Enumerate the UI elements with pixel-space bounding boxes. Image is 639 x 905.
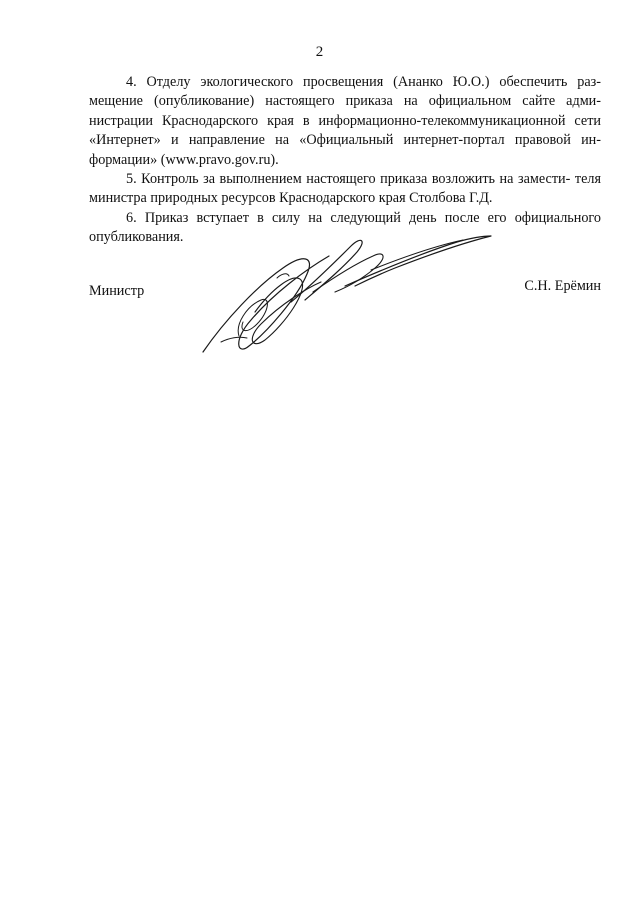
signatory-title: Министр — [89, 283, 145, 299]
signature-stroke — [291, 240, 362, 302]
paragraph-4 — [89, 73, 601, 170]
document-body — [89, 73, 601, 248]
paragraph-5 — [89, 170, 601, 209]
text-line: 6. Приказ вступает в силу на следующий день после его официального — [126, 209, 601, 226]
text-line: «Интернет» и направление на «Официальный интернет-портал правовой ин- — [89, 132, 601, 149]
text-line: теля министра природных ресурсов Краснодарского края Столбова Г.Д. — [89, 171, 601, 207]
text-line: опубликования. — [89, 229, 184, 246]
text-line: формации» (www.pravo.gov.ru). — [89, 151, 279, 168]
handwritten-signature — [195, 228, 495, 358]
signatory-name: С.Н. Ерёмин — [524, 278, 601, 294]
text-line: 5. Контроль за выполнением настоящего приказа возложить на замести- — [126, 171, 571, 188]
text-line: мещение (опубликование) настоящего приказа на официальном сайте адми- — [89, 93, 601, 110]
signature-stroke — [203, 256, 329, 352]
signature-stroke — [221, 337, 247, 342]
page-number: 2 — [315, 44, 324, 60]
text-line: нистрации Краснодарского края в информационно-телекоммуникационной сети — [89, 112, 601, 129]
text-line: 4. Отделу экологического просвещения (Ананко Ю.О.) обеспечить раз- — [126, 74, 601, 90]
signature-stroke — [345, 236, 491, 286]
signature-stroke — [277, 274, 289, 278]
